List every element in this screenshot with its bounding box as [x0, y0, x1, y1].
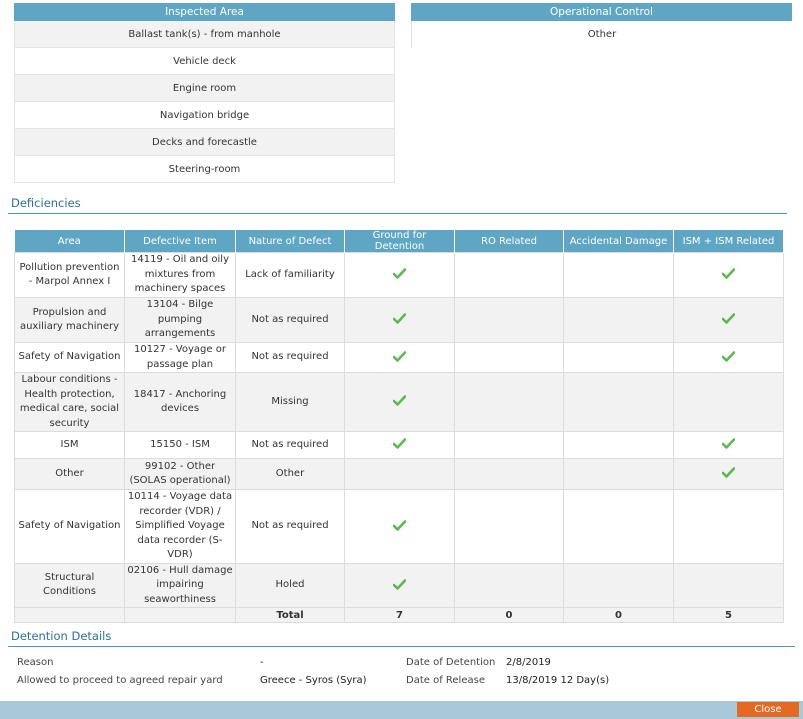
ground-for-detention-cell — [345, 343, 455, 373]
deficiency-row — [15, 253, 784, 298]
area-cell: Structural Conditions — [15, 563, 125, 608]
ro-related-cell — [455, 253, 564, 298]
col-ism-related-header: ISM + ISM Related — [674, 230, 784, 253]
col-nature-of-defect-header: Nature of Defect — [236, 230, 345, 253]
ro-related-cell — [455, 432, 564, 459]
area-cell: Pollution prevention - Marpol Annex I — [15, 253, 125, 298]
check-icon — [722, 468, 735, 479]
operational-control-panel — [411, 3, 792, 48]
ro-related-cell — [455, 490, 564, 564]
nature-of-defect-cell: Missing — [236, 373, 345, 432]
ground-for-detention-cell — [345, 432, 455, 459]
check-icon — [722, 269, 735, 280]
inspected-area-item: Navigation bridge — [14, 102, 395, 129]
check-icon — [393, 439, 406, 450]
col-accidental-damage-header: Accidental Damage — [564, 230, 674, 253]
total-ground: 7 — [345, 608, 455, 623]
col-defective-item-header: Defective Item — [125, 230, 236, 253]
deficiency-row — [15, 563, 784, 608]
check-icon — [393, 351, 406, 362]
defective-item-cell: 18417 - Anchoring devices — [125, 373, 236, 432]
ism-related-cell — [674, 373, 784, 432]
area-cell: Propulsion and auxiliary machinery — [15, 298, 125, 343]
accidental-damage-cell — [564, 253, 674, 298]
total-ro: 0 — [455, 608, 564, 623]
ro-related-cell — [455, 563, 564, 608]
inspected-area-item: Steering-room — [14, 156, 395, 183]
check-icon — [393, 314, 406, 325]
inspected-area-item: Decks and forecastle — [14, 129, 395, 156]
check-icon — [393, 520, 406, 531]
ism-related-cell — [674, 298, 784, 343]
accidental-damage-cell — [564, 343, 674, 373]
col-ground-for-detention-header: Ground for Detention — [345, 230, 455, 253]
date-release-label: Date of Release — [406, 675, 485, 686]
accidental-damage-cell — [564, 298, 674, 343]
deficiencies-body — [15, 253, 784, 608]
date-release-value: 13/8/2019 12 Day(s) — [506, 675, 610, 686]
ism-related-cell — [674, 432, 784, 459]
check-icon — [393, 579, 406, 590]
deficiencies-title: Deficiencies — [11, 196, 81, 210]
col-ro-related-header: RO Related — [455, 230, 564, 253]
defective-item-cell: 02106 - Hull damage impairing seaworthiness — [125, 563, 236, 608]
check-icon — [393, 396, 406, 407]
defective-item-cell: 14119 - Oil and oily mixtures from machinery spaces — [125, 253, 236, 298]
area-cell: Safety of Navigation — [15, 343, 125, 373]
nature-of-defect-cell: Not as required — [236, 298, 345, 343]
defective-item-cell: 15150 - ISM — [125, 432, 236, 459]
operational-control-header: Operational Control — [411, 3, 792, 21]
ground-for-detention-cell — [345, 253, 455, 298]
defective-item-cell: 10127 - Voyage or passage plan — [125, 343, 236, 373]
detention-divider — [8, 646, 795, 647]
nature-of-defect-cell: Not as required — [236, 432, 345, 459]
nature-of-defect-cell: Not as required — [236, 490, 345, 564]
nature-of-defect-cell: Other — [236, 459, 345, 490]
inspected-area-panel — [14, 3, 395, 183]
deficiency-row — [15, 298, 784, 343]
deficiency-row — [15, 459, 784, 490]
ro-related-cell — [455, 459, 564, 490]
accidental-damage-cell — [564, 432, 674, 459]
ground-for-detention-cell — [345, 459, 455, 490]
total-empty-cell — [15, 608, 125, 623]
accidental-damage-cell — [564, 373, 674, 432]
col-area-header: Area — [15, 230, 125, 253]
ro-related-cell — [455, 298, 564, 343]
total-ism: 5 — [674, 608, 784, 623]
ground-for-detention-cell — [345, 298, 455, 343]
area-cell: Labour conditions - Health protection, medical care, social security — [15, 373, 125, 432]
date-detention-label: Date of Detention — [406, 657, 496, 668]
ism-related-cell — [674, 459, 784, 490]
inspected-area-item: Vehicle deck — [14, 48, 395, 75]
operational-control-item: Other — [411, 21, 792, 48]
nature-of-defect-cell: Lack of familiarity — [236, 253, 345, 298]
deficiency-row — [15, 490, 784, 564]
accidental-damage-cell — [564, 459, 674, 490]
check-icon — [722, 351, 735, 362]
defective-item-cell: 13104 - Bilge pumping arrangements — [125, 298, 236, 343]
deficiency-row — [15, 373, 784, 432]
nature-of-defect-cell: Holed — [236, 563, 345, 608]
defective-item-cell: 99102 - Other (SOLAS operational) — [125, 459, 236, 490]
area-cell: Safety of Navigation — [15, 490, 125, 564]
accidental-damage-cell — [564, 563, 674, 608]
total-accidental: 0 — [564, 608, 674, 623]
detention-details-title: Detention Details — [11, 629, 112, 643]
check-icon — [722, 314, 735, 325]
check-icon — [722, 439, 735, 450]
area-cell: Other — [15, 459, 125, 490]
deficiencies-table — [14, 230, 784, 623]
nature-of-defect-cell: Not as required — [236, 343, 345, 373]
close-button[interactable]: Close — [737, 702, 799, 717]
check-icon — [393, 269, 406, 280]
ground-for-detention-cell — [345, 490, 455, 564]
ism-related-cell — [674, 253, 784, 298]
ro-related-cell — [455, 343, 564, 373]
reason-label: Reason — [17, 657, 54, 668]
accidental-damage-cell — [564, 490, 674, 564]
ism-related-cell — [674, 563, 784, 608]
deficiencies-divider — [8, 213, 787, 214]
deficiency-row — [15, 432, 784, 459]
area-cell: ISM — [15, 432, 125, 459]
ground-for-detention-cell — [345, 373, 455, 432]
ism-related-cell — [674, 490, 784, 564]
inspected-area-item: Ballast tank(s) - from manhole — [14, 21, 395, 48]
defective-item-cell: 10114 - Voyage data recorder (VDR) / Simplified Voyage data recorder (S-VDR) — [125, 490, 236, 564]
total-empty-cell — [125, 608, 236, 623]
ro-related-cell — [455, 373, 564, 432]
repair-yard-value: Greece - Syros (Syra) — [260, 675, 367, 686]
footer-bar — [0, 701, 803, 719]
deficiency-row — [15, 343, 784, 373]
deficiencies-header-row — [15, 230, 784, 253]
deficiencies-total-row — [15, 608, 784, 623]
reason-value: - — [260, 657, 264, 668]
ism-related-cell — [674, 343, 784, 373]
repair-yard-label: Allowed to proceed to agreed repair yard — [17, 675, 223, 686]
date-detention-value: 2/8/2019 — [506, 657, 551, 668]
operational-control-list — [411, 21, 792, 48]
inspected-area-list — [14, 21, 395, 183]
ground-for-detention-cell — [345, 563, 455, 608]
inspected-area-header: Inspected Area — [14, 3, 395, 21]
inspected-area-item: Engine room — [14, 75, 395, 102]
total-label: Total — [236, 608, 345, 623]
